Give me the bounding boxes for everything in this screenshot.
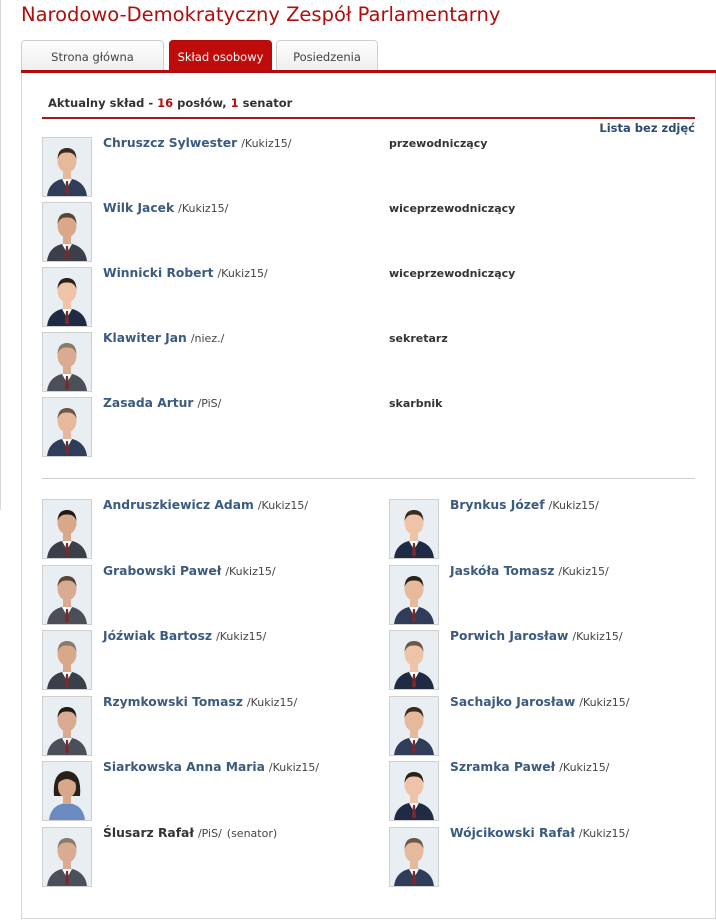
member-photo[interactable] [389,499,439,559]
section-divider [42,478,695,479]
member-name-link[interactable]: Brynkus Józef [450,498,545,512]
member-name-link[interactable]: Chruszcz Sylwester [103,136,238,150]
member-photo[interactable] [389,827,439,887]
member-photo[interactable] [42,137,92,197]
member-name-link[interactable]: Zasada Artur [103,396,194,410]
member-photo[interactable] [389,696,439,756]
member-photo[interactable] [42,827,92,887]
member-role: wiceprzewodniczący [389,267,516,280]
tab-posiedzenia[interactable]: Posiedzenia [276,40,378,72]
member-name-link[interactable]: Klawiter Jan [103,331,187,345]
member-party: /Kukiz15/ [241,137,292,150]
member-name-line[interactable] [103,498,308,512]
tab-sklad-osobowy[interactable]: Skład osobowy [169,40,272,72]
tab-strona-glowna[interactable]: Strona główna [21,40,164,72]
member-name-link[interactable]: Andruszkiewicz Adam [103,498,254,512]
member-party: /Kukiz15/ [257,499,309,512]
member-name-line[interactable] [450,564,609,578]
member-photo[interactable] [42,630,92,690]
composition-summary [48,96,292,110]
member-photo[interactable] [42,565,92,625]
member-name-link[interactable]: Winnicki Robert [103,266,214,280]
member-photo[interactable] [42,499,92,559]
member-party: /Kukiz15/ [548,499,599,512]
member-name-line[interactable] [450,826,629,840]
member-photo[interactable] [42,332,92,392]
senators-word: senator [238,96,293,110]
member-party: /Kukiz15/ [225,565,276,578]
member-klawiter-jan [42,332,695,394]
member-porwich-jaroslaw [389,630,689,692]
member-name-link[interactable]: Jaskóła Tomasz [450,564,555,578]
left-edge-line [0,0,1,510]
member-party: /Kukiz15/ [558,565,609,578]
member-winnicki-robert [42,267,695,329]
member-photo[interactable] [42,202,92,262]
member-jaskola-tomasz [389,565,689,627]
member-party: /Kukiz15/ [579,696,630,709]
member-name-link: Ślusarz Rafał [103,826,194,840]
member-name-line[interactable] [103,760,319,774]
member-photo[interactable] [42,761,92,821]
member-name-link[interactable]: Sachajko Jarosław [450,695,576,709]
mps-word: posłów, [173,96,231,110]
member-party: /Kukiz15/ [246,696,298,709]
member-name-link[interactable]: Siarkowska Anna Maria [103,760,265,774]
member-zasada-artur [42,397,695,459]
senators-count: 1 [230,96,239,110]
page-title: Narodowo-Demokratyczny Zespół Parlamentarny [21,3,501,26]
member-grabowski-pawel [42,565,342,627]
summary-prefix: Aktualny skład - [48,96,158,110]
member-photo[interactable] [42,696,92,756]
member-sachajko-jaroslaw [389,696,689,758]
member-photo[interactable] [42,267,92,327]
member-party: /Kukiz15/ [572,630,623,643]
member-party: /Kukiz15/ [559,761,610,774]
member-name-link[interactable]: Wilk Jacek [103,201,175,215]
member-wojcikowski-rafal [389,827,689,889]
member-role: sekretarz [389,332,448,345]
member-wilk-jacek [42,202,695,264]
member-name-line[interactable] [103,629,266,643]
member-party: /Kukiz15/ [268,761,320,774]
member-photo[interactable] [389,565,439,625]
member-senator-note: (senator) [226,827,278,840]
member-name-link[interactable]: Szramka Paweł [450,760,556,774]
member-name-link[interactable]: Jóźwiak Bartosz [103,629,213,643]
member-rzymkowski-tomasz [42,696,342,758]
member-name-line[interactable] [103,564,276,578]
member-szramka-pawel [389,761,689,823]
member-name-line[interactable] [103,695,297,709]
member-name-line[interactable] [103,201,228,215]
member-brynkus-jozef [389,499,689,561]
member-party: /Kukiz15/ [178,202,229,215]
member-party: /PiS/ [197,827,222,840]
member-role: skarbnik [389,397,443,410]
summary-divider [42,117,695,119]
member-jozwiak-bartosz [42,630,342,692]
member-name-line[interactable] [450,629,623,643]
member-party: /niez./ [190,332,225,345]
member-andruszkiewicz-adam [42,499,342,561]
member-name-line [103,826,277,840]
member-role: przewodniczący [389,137,488,150]
member-photo[interactable] [389,630,439,690]
member-siarkowska-anna-maria [42,761,342,823]
member-party: /Kukiz15/ [578,827,630,840]
member-photo[interactable] [389,761,439,821]
list-without-photos-link[interactable]: Lista bez zdjęć [599,121,695,135]
member-name-line[interactable] [103,331,224,345]
member-name-line[interactable] [450,695,629,709]
mps-count: 16 [157,96,174,110]
member-name-line[interactable] [450,498,599,512]
member-name-link[interactable]: Grabowski Paweł [103,564,222,578]
member-slusarz-rafal [42,827,342,889]
member-name-line[interactable] [450,760,609,774]
member-name-line[interactable] [103,396,221,410]
member-party: /Kukiz15/ [217,267,268,280]
member-party: /Kukiz15/ [216,630,267,643]
member-photo[interactable] [42,397,92,457]
member-party: /PiS/ [197,397,222,410]
member-name-line[interactable] [103,136,291,150]
member-name-line[interactable] [103,266,268,280]
member-name-link[interactable]: Porwich Jarosław [450,629,569,643]
member-role: wiceprzewodniczący [389,202,516,215]
member-name-link[interactable]: Rzymkowski Tomasz [103,695,243,709]
member-name-link[interactable]: Wójcikowski Rafał [450,826,575,840]
member-chruszcz-sylwester [42,137,695,199]
